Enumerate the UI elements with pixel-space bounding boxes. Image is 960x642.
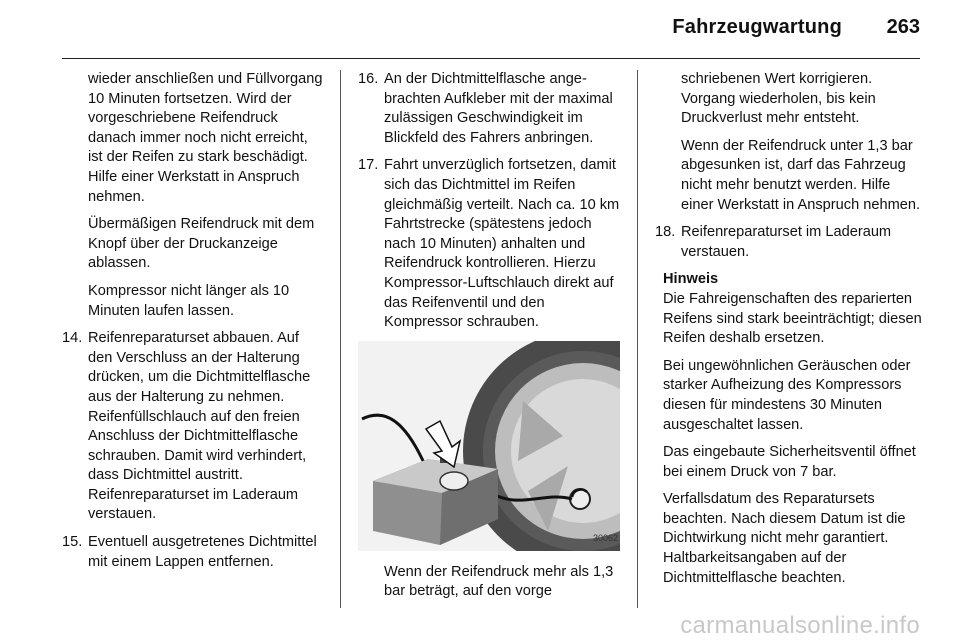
- list-item: [655, 223, 923, 262]
- paragraph: Wenn der Reifendruck mehr als 1,3 bar beträgt, auf den vorge: [384, 563, 614, 600]
- paragraph: Verfallsdatum des Reparatursets beachten. Nach diesem Datum ist die Dichtwirkung nicht mehr garantiert. Haltbarkeitsangaben auf der Dichtmittelflasche beachten.: [663, 491, 906, 586]
- paragraph: Übermäßigen Reifendruck mit dem Knopf über der Druckanzeige ablassen.: [88, 216, 315, 272]
- list-number: 16.: [358, 71, 379, 87]
- list-item: [62, 329, 324, 525]
- list-text: Reifenreparaturset abbauen. Auf den Verschluss an der Halterung drücken, um die Dichtmittelflasche aus der Halterung zu nehmen. Reifenfüllschlauch auf den freien Anschluss der Dichtmittelflasche schrauben. Damit wird verhindert, dass Dichtmittel austritt. Reifenreparaturset im Laderaum verstauen.: [88, 330, 311, 523]
- list-text: Fahrt unverzüglich fortsetzen, damit sich das Dichtmittel im Reifen gleichmäßig verteilt. Nach ca. 10 km Fahrtstrecke (spätestens jedoch nach 10 Minuten) anhalten und Reifendruck kontrollieren. Hierzu Kompressor-Luftschlauch direkt auf das Reifenventil und den Kompressor schrauben.: [384, 157, 620, 331]
- paragraph: Das eingebaute Sicherheitsventil öffnet bei einem Druck von 7 bar.: [663, 444, 916, 480]
- page-header: [0, 0, 960, 60]
- compressor-illustration: [358, 341, 620, 551]
- watermark: carmanualsonline.info: [680, 612, 920, 639]
- paragraph: Bei ungewöhnlichen Geräuschen oder starker Aufheizung des Kompressors diesen für mindestens 30 Minuten ausgeschaltet lassen.: [663, 357, 911, 433]
- paragraph: wieder anschließen und Füllvorgang 10 Minuten fortsetzen. Wird der vorgeschriebene Reifendruck danach immer noch nicht erreicht, ist der Reifen zu stark beschädigt. Hilfe einer Werkstatt in Anspruch nehmen.: [88, 71, 323, 205]
- paragraph: Kompressor nicht länger als 10 Minuten laufen lassen.: [88, 282, 290, 319]
- list-number: 18.: [655, 224, 676, 241]
- list-item: [358, 156, 620, 332]
- column-divider-2: [637, 70, 638, 608]
- page-number: 263: [886, 16, 920, 38]
- list-number: 15.: [62, 534, 83, 551]
- compressor-drawing: [358, 341, 620, 551]
- column-2: [358, 70, 620, 610]
- list-text: An der Dichtmittelflasche angebrachten Aufkleber mit der maximal zulässigen Geschwindigkeit im Blickfeld des Fahrers anbringen.: [384, 71, 613, 146]
- list-item: [358, 70, 620, 148]
- column-divider-1: [340, 70, 341, 608]
- list-number: 17.: [358, 157, 379, 174]
- note-text: Die Fahreigenschaften des reparierten Reifens sind stark beeinträchtigt; diesen Reifen deshalb ersetzen.: [663, 290, 922, 347]
- note-block: [655, 270, 923, 588]
- figure-code: 30062: [592, 533, 618, 544]
- paragraph: schriebenen Wert korrigieren. Vorgang wiederholen, bis kein Druckverlust mehr entsteht.: [681, 71, 876, 127]
- section-title: Fahrzeugwartung: [672, 16, 842, 38]
- paragraph: Wenn der Reifendruck unter 1,3 bar abgesunken ist, darf das Fahrzeug nicht mehr benutzt werden. Hilfe einer Werkstatt in Anspruch nehmen.: [681, 137, 921, 213]
- header-divider: [62, 58, 920, 59]
- list-number: 14.: [62, 330, 83, 347]
- column-3: [655, 70, 923, 596]
- list-text: Reifenreparaturset im Laderaum verstauen.: [681, 224, 892, 260]
- column-1: [62, 70, 324, 580]
- note-title: Hinweis: [663, 271, 719, 288]
- list-text: Eventuell ausgetretenes Dichtmittel mit einem Lappen entfernen.: [88, 534, 317, 570]
- list-item: [62, 533, 324, 572]
